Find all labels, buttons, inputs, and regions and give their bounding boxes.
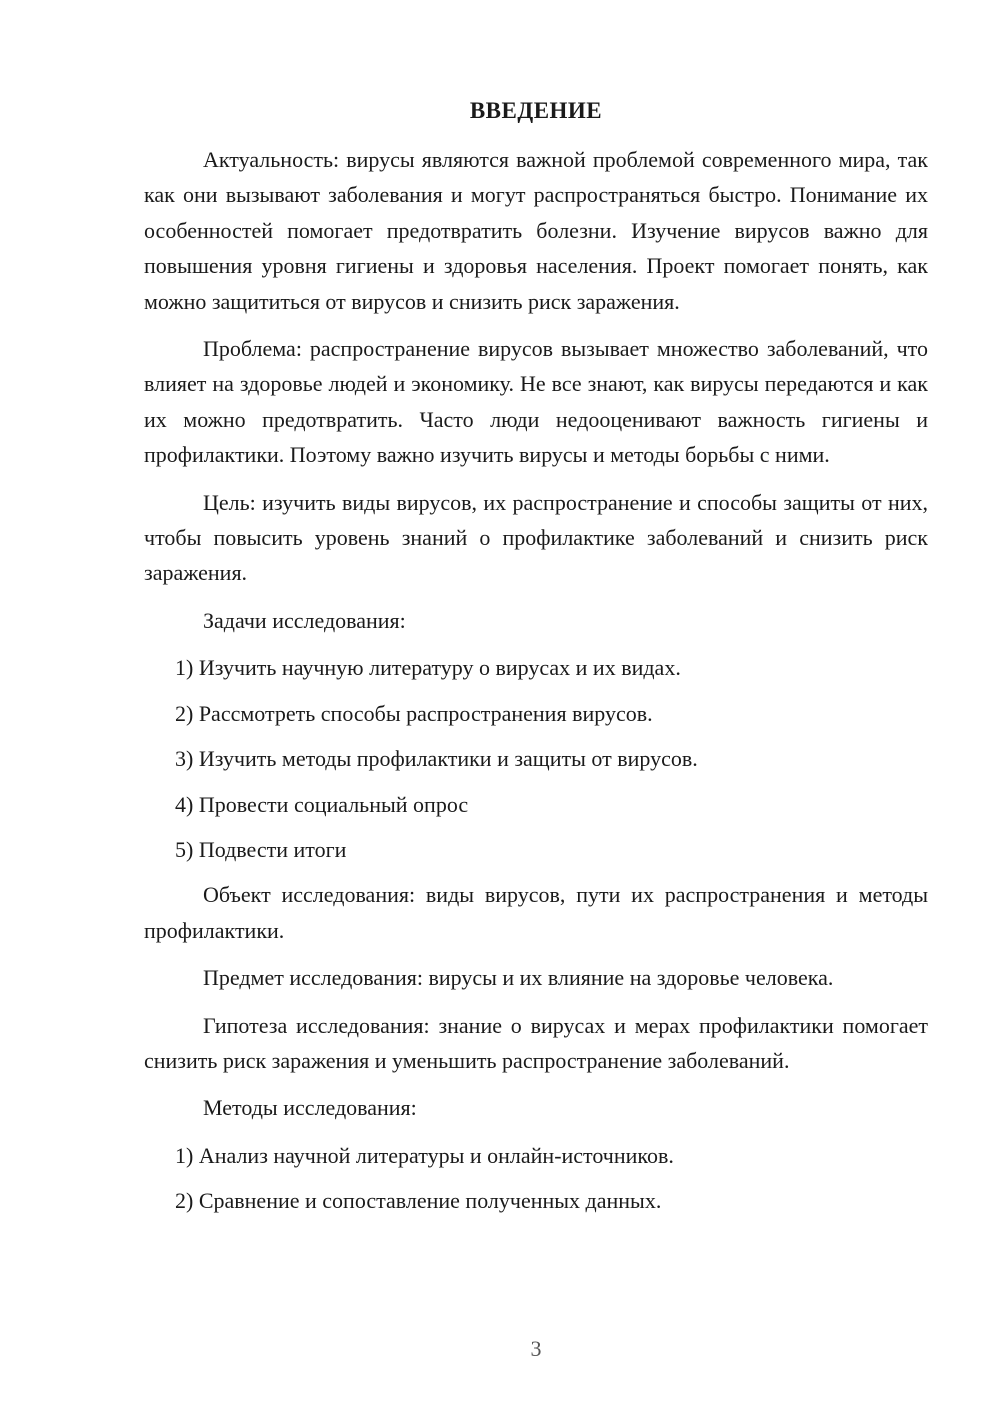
method-item-2: 2) Сравнение и сопоставление полученных данных. (175, 1188, 662, 1214)
problem-paragraph: Проблема: распространение вирусов вызывает множество заболеваний, что влияет на здоровье людей и экономику. Не все знают, как вирусы передаются и как их можно предотвратить. Часто люди недооценивают важность гигиены и профилактики. Поэтому важно изучить вирусы и методы борьбы с ними. (144, 336, 928, 468)
task-item-5: 5) Подвести итоги (175, 836, 347, 862)
goal-paragraph: Цель: изучить виды вирусов, их распространение и способы защиты от них, чтобы повысить уровень знаний о профилактике заболеваний и снизить риск заражения. (144, 489, 928, 586)
hypothesis-paragraph: Гипотеза исследования: знание о вирусах и мерах профилактики помогает снизить риск заражения и уменьшить распространение заболеваний. (144, 1012, 928, 1073)
task-item-3: 3) Изучить методы профилактики и защиты от вирусов. (175, 746, 698, 772)
task-item-2: 2) Рассмотреть способы распространения вирусов. (175, 700, 653, 726)
object-paragraph: Объект исследования: виды вирусов, пути их распространения и методы профилактики. (144, 882, 928, 943)
methods-heading: Методы исследования: (203, 1095, 417, 1121)
relevance-paragraph: Актуальность: вирусы являются важной проблемой современного мира, так как они вызывают заболевания и могут распространяться быстро. Понимание их особенностей помогает предотвратить болезни. Изучение вирусов важно для повышения уровня гигиены и здоровья населения. Проект помогает понять, как можно защититься от вирусов и снизить риск заражения. (144, 147, 928, 314)
task-item-4: 4) Провести социальный опрос (175, 791, 469, 817)
subject-paragraph: Предмет исследования: вирусы и их влияние на здоровье человека. (203, 965, 834, 991)
page-title: ВВЕДЕНИЕ (469, 98, 603, 123)
tasks-heading: Задачи исследования: (203, 607, 406, 633)
method-item-1: 1) Анализ научной литературы и онлайн-источников. (175, 1142, 674, 1168)
task-item-1: 1) Изучить научную литературу о вирусах и их видах. (175, 655, 681, 681)
document-page (144, 0, 928, 1414)
page-number: 3 (530, 1336, 542, 1361)
page-body (144, 142, 928, 1229)
